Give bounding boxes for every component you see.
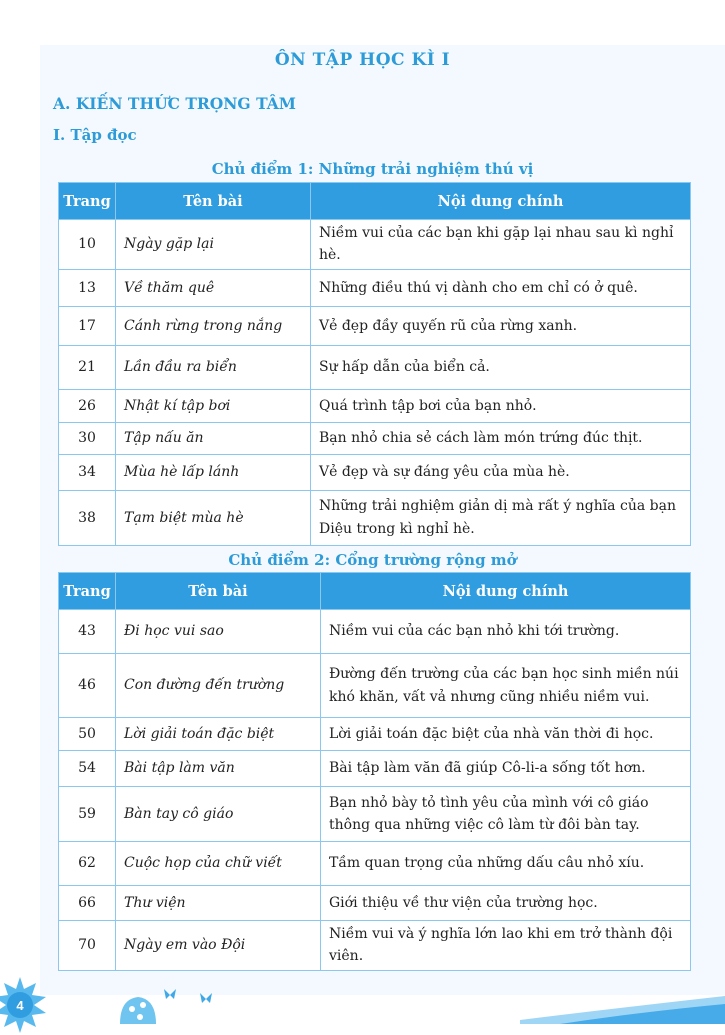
mushroom-decoration [110,985,230,1024]
table-row [59,269,691,306]
lesson-page: 10 [59,220,116,270]
lesson-name: Lời giải toán đặc biệt [116,718,321,751]
lesson-page: 30 [59,422,116,454]
butterfly-icon [200,993,212,1003]
lesson-content: Sự hấp dẫn của biển cả. [311,345,691,389]
lesson-name: Tạm biệt mùa hè [116,490,311,545]
lesson-content: Tầm quan trọng của những dấu câu nhỏ xíu. [321,842,691,886]
lesson-content: Niềm vui của các bạn khi gặp lại nhau sau kì nghỉ hè. [311,220,691,270]
lesson-content: Niềm vui và ý nghĩa lớn lao khi em trở thành đội viên. [321,921,691,971]
page-number: 4 [16,998,24,1013]
table-row [59,422,691,454]
table-row [59,454,691,490]
lesson-content: Những trải nghiệm giản dị mà rất ý nghĩa của bạn Diệu trong kì nghỉ hè. [311,490,691,545]
lesson-name: Bàn tay cô giáo [116,787,321,842]
table-row [59,389,691,422]
table-row [59,306,691,345]
lesson-name: Nhật kí tập bơi [116,389,311,422]
lesson-name: Mùa hè lấp lánh [116,454,311,490]
lesson-name: Con đường đến trường [116,654,321,718]
lesson-page: 34 [59,454,116,490]
lesson-content: Bài tập làm văn đã giúp Cô-li-a sống tốt hơn. [321,751,691,787]
lesson-content: Những điều thú vị dành cho em chỉ có ở quê. [311,269,691,306]
lesson-page: 70 [59,921,116,971]
butterfly-icon [164,989,176,999]
lesson-page: 59 [59,787,116,842]
lesson-name: Bài tập làm văn [116,751,321,787]
lesson-page: 38 [59,490,116,545]
page-title: ÔN TẬP HỌC KÌ I [274,50,451,70]
table-row [59,610,691,654]
table-row [59,842,691,886]
table-row [59,787,691,842]
lesson-name: Lần đầu ra biển [116,345,311,389]
lesson-content: Giới thiệu về thư viện của trường học. [321,886,691,921]
mushroom-icon [120,997,156,1024]
lesson-content: Lời giải toán đặc biệt của nhà văn thời đi học. [321,718,691,751]
section-heading-i: I. Tập đọc [53,126,137,144]
table-row [59,718,691,751]
table-header-row [59,183,691,220]
lesson-page: 62 [59,842,116,886]
topic-1-table [58,182,691,546]
lesson-content: Bạn nhỏ bày tỏ tình yêu của mình với cô giáo thông qua những việc cô làm từ đôi bàn tay. [321,787,691,842]
lesson-name: Đi học vui sao [116,610,321,654]
lesson-page: 54 [59,751,116,787]
table-row [59,345,691,389]
header-content: Nội dung chính [311,183,691,220]
lesson-page: 50 [59,718,116,751]
lesson-page: 17 [59,306,116,345]
table-row [59,220,691,270]
header-lesson: Tên bài [116,573,321,610]
section-heading-a: A. KIẾN THỨC TRỌNG TÂM [53,94,296,113]
wave-decoration [520,990,725,1024]
table-row [59,654,691,718]
table-header-row [59,573,691,610]
lesson-page: 26 [59,389,116,422]
topic-2-table [58,572,691,971]
lesson-name: Cánh rừng trong nắng [116,306,311,345]
table-row [59,751,691,787]
lesson-page: 66 [59,886,116,921]
header-lesson: Tên bài [116,183,311,220]
lesson-content: Vẻ đẹp và sự đáng yêu của mùa hè. [311,454,691,490]
lesson-content: Bạn nhỏ chia sẻ cách làm món trứng đúc thịt. [311,422,691,454]
lesson-content: Niềm vui của các bạn nhỏ khi tới trường. [321,610,691,654]
lesson-name: Ngày gặp lại [116,220,311,270]
lesson-name: Thư viện [116,886,321,921]
lesson-name: Cuộc họp của chữ viết [116,842,321,886]
header-content: Nội dung chính [321,573,691,610]
lesson-page: 13 [59,269,116,306]
lesson-name: Tập nấu ăn [116,422,311,454]
table-row [59,921,691,971]
topic-2-title: Chủ điểm 2: Cổng trường rộng mở [228,551,517,569]
lesson-page: 21 [59,345,116,389]
lesson-name: Ngày em vào Đội [116,921,321,971]
table-row [59,886,691,921]
sun-page-badge [0,975,50,1035]
header-page: Trang [59,183,116,220]
lesson-content: Vẻ đẹp đầy quyến rũ của rừng xanh. [311,306,691,345]
lesson-name: Về thăm quê [116,269,311,306]
lesson-content: Đường đến trường của các bạn học sinh miền núi khó khăn, vất vả nhưng cũng nhiều niềm vui. [321,654,691,718]
topic-1-title: Chủ điểm 1: Những trải nghiệm thú vị [211,160,534,178]
lesson-page: 46 [59,654,116,718]
lesson-page: 43 [59,610,116,654]
table-row [59,490,691,545]
lesson-content: Quá trình tập bơi của bạn nhỏ. [311,389,691,422]
header-page: Trang [59,573,116,610]
